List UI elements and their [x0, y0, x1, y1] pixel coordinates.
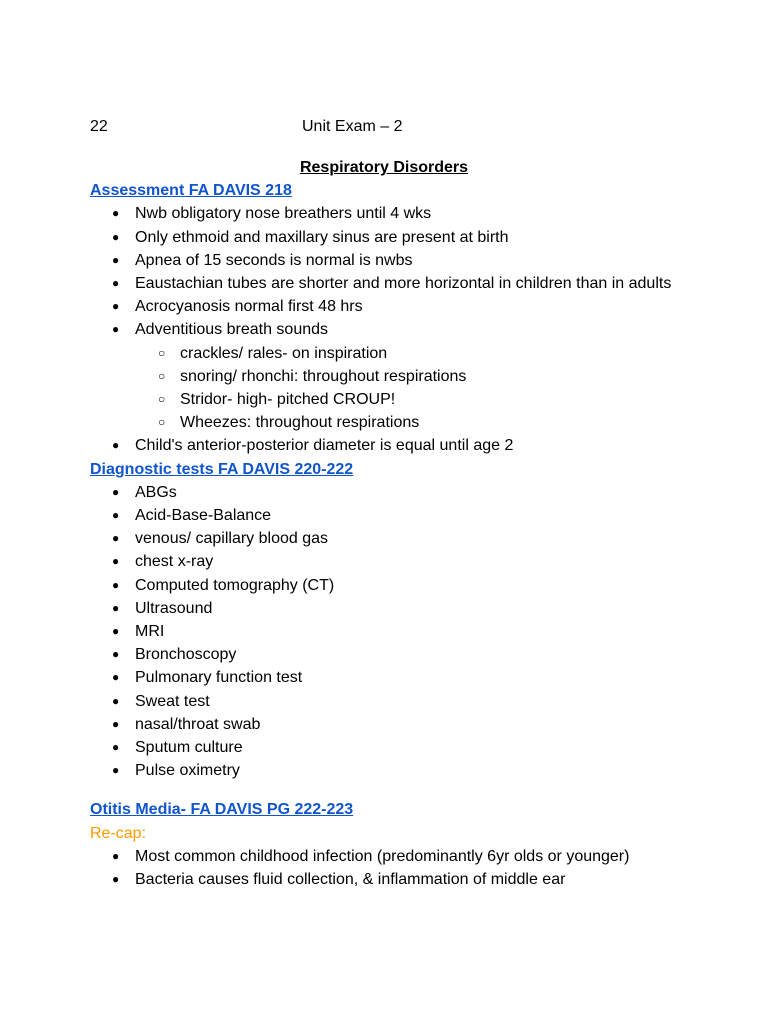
list-item: ● Most common childhood infection (predominantly 6yr olds or younger)	[90, 845, 710, 868]
otitis-heading-link[interactable]: Otitis Media- FA DAVIS PG 222-223	[90, 801, 354, 819]
list-item: ● Eaustachian tubes are shorter and more horizontal in children than in adults	[90, 272, 710, 295]
sub-list-item: ○ Stridor- high- pitched CROUP!	[90, 388, 710, 411]
list-item: ● Ultrasound	[90, 597, 710, 620]
document-body	[90, 156, 710, 891]
list-item: ● Child's anterior-posterior diameter is equal until age 2	[90, 434, 710, 457]
list-item: ● Only ethmoid and maxillary sinus are present at birth	[90, 226, 710, 249]
list-item: ● Sweat test	[90, 690, 710, 713]
list-item: ● nasal/throat swab	[90, 713, 710, 736]
list-item: ● Acrocyanosis normal first 48 hrs	[90, 295, 710, 318]
diagnostic-heading-link[interactable]: Diagnostic tests FA DAVIS 220-222	[90, 460, 354, 478]
assessment-list-continued	[90, 434, 710, 457]
exam-title: Unit Exam – 2	[302, 118, 403, 135]
recap-label: Re-cap:	[90, 824, 147, 842]
list-item: ● Pulse oximetry	[90, 759, 710, 782]
list-item: ● Adventitious breath sounds	[90, 318, 710, 341]
sub-list-item: ○ snoring/ rhonchi: throughout respirations	[90, 365, 710, 388]
list-item: ● Nwb obligatory nose breathers until 4 wks	[90, 202, 710, 225]
list-item: ● venous/ capillary blood gas	[90, 527, 710, 550]
breath-sounds-sublist	[90, 342, 710, 435]
page-header	[90, 115, 690, 138]
list-item: ● MRI	[90, 620, 710, 643]
spacer	[90, 782, 710, 798]
list-item: ● Acid-Base-Balance	[90, 504, 710, 527]
page-number: 22	[90, 118, 108, 135]
list-item: ● Pulmonary function test	[90, 666, 710, 689]
assessment-heading-link[interactable]: Assessment FA DAVIS 218	[90, 182, 292, 200]
otitis-list	[90, 845, 710, 891]
assessment-list	[90, 202, 710, 341]
list-item: ● Sputum culture	[90, 736, 710, 759]
list-item: ● Bacteria causes fluid collection, & inflammation of middle ear	[90, 868, 710, 891]
list-item: ● Computed tomography (CT)	[90, 574, 710, 597]
list-item: ● Apnea of 15 seconds is normal is nwbs	[90, 249, 710, 272]
sub-list-item: ○ crackles/ rales- on inspiration	[90, 342, 710, 365]
list-item: ● ABGs	[90, 481, 710, 504]
diagnostic-list	[90, 481, 710, 783]
list-item: ● Bronchoscopy	[90, 643, 710, 666]
list-item: ● chest x-ray	[90, 550, 710, 573]
sub-list-item: ○ Wheezes: throughout respirations	[90, 411, 710, 434]
document-title: Respiratory Disorders	[299, 159, 469, 176]
